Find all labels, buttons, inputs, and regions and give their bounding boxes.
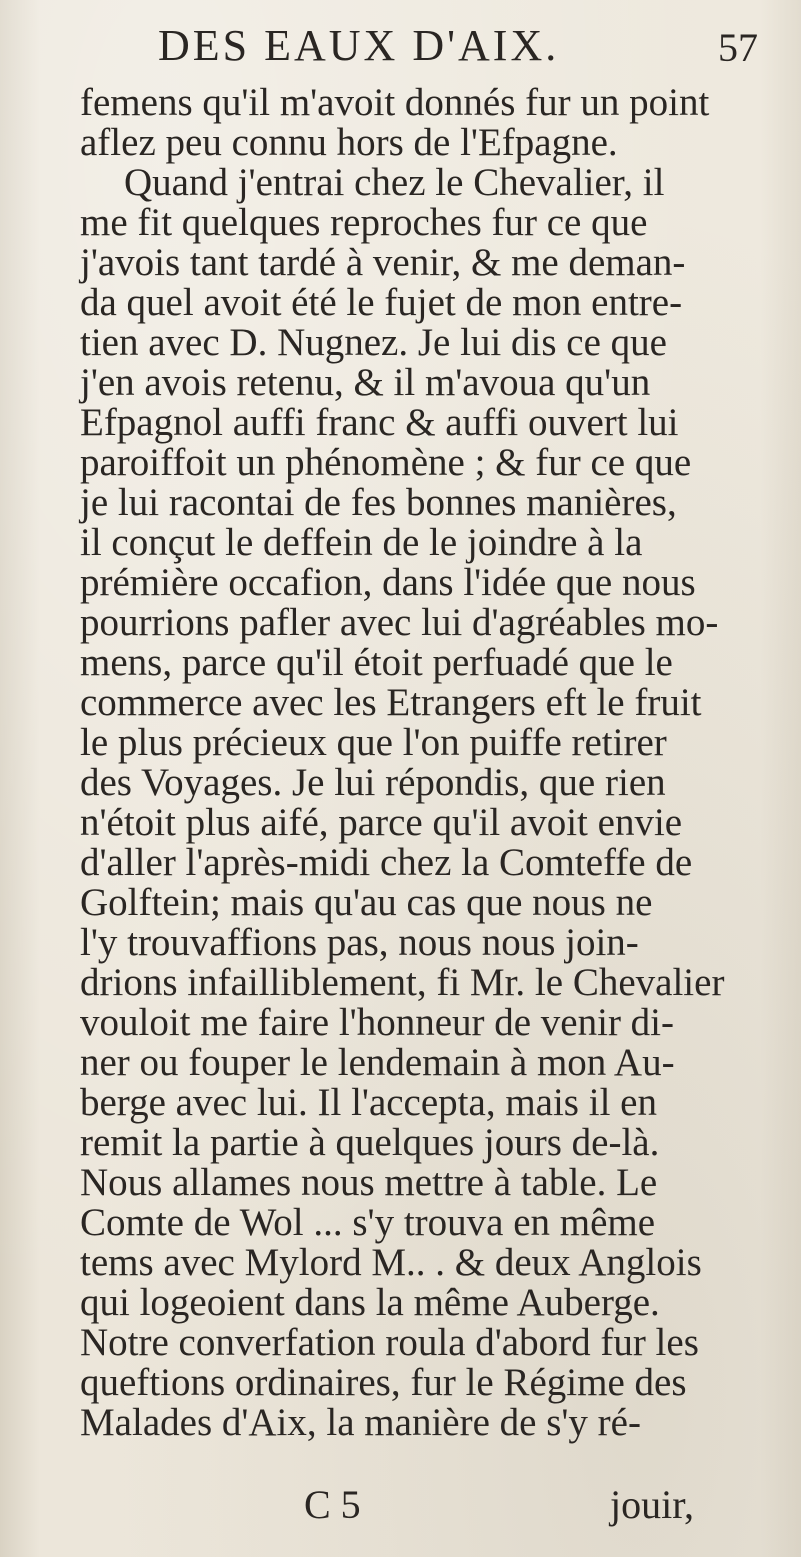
text-line: Nous allames nous mettre à table. Le xyxy=(80,1161,658,1204)
text-line: tien avec D. Nugnez. Je lui dis ce que xyxy=(80,321,667,364)
text-line: commerce avec les Etrangers eft le fruit xyxy=(80,681,702,724)
text-line: vouloit me faire l'honneur de venir di- xyxy=(80,1001,675,1044)
text-line: ner ou fouper le lendemain à mon Au- xyxy=(80,1041,675,1084)
text-line: Comte de Wol ... s'y trouva en même xyxy=(80,1201,656,1244)
text-line: Quand j'entrai chez le Chevalier, il xyxy=(124,161,665,204)
text-line: me fit quelques reproches fur ce que xyxy=(80,201,648,244)
text-line: j'en avois retenu, & il m'avoua qu'un xyxy=(80,361,651,404)
text-line: Notre converfation roula d'abord fur les xyxy=(80,1321,699,1364)
text-line: des Voyages. Je lui répondis, que rien xyxy=(80,761,666,804)
text-line: le plus précieux que l'on puiffe retirer xyxy=(80,721,667,764)
text-line: aflez peu connu hors de l'Efpagne. xyxy=(80,121,618,164)
text-line: prémière occafion, dans l'idée que nous xyxy=(80,561,696,604)
text-line: tems avec Mylord M.. . & deux Anglois xyxy=(80,1241,702,1284)
text-line: pourrions pafler avec lui d'agréables mo- xyxy=(80,601,719,644)
text-line: drions infailliblement, fi Mr. le Chevalier xyxy=(80,961,725,1004)
text-line: Efpagnol auffi franc & auffi ouvert lui xyxy=(80,401,679,444)
text-line: n'étoit plus aifé, parce qu'il avoit envie xyxy=(80,801,683,844)
text-line: queftions ordinaires, fur le Régime des xyxy=(80,1361,687,1404)
page-number: 57 xyxy=(718,25,758,70)
text-line: j'avois tant tardé à venir, & me deman- xyxy=(80,241,686,284)
text-line: berge avec lui. Il l'accepta, mais il en xyxy=(80,1081,657,1124)
text-line: je lui racontai de fes bonnes manières, xyxy=(80,481,677,524)
running-title: DES EAUX D'AIX. xyxy=(158,21,560,70)
text-line: femens qu'il m'avoit donnés fur un point xyxy=(80,81,710,124)
text-line: paroiffoit un phénomène ; & fur ce que xyxy=(80,441,692,484)
page-footer xyxy=(0,1478,801,1534)
text-line: remit la partie à quelques jours de-là. xyxy=(80,1121,660,1164)
text-line: l'y trouvaffions pas, nous nous join- xyxy=(80,921,639,964)
text-line: Golftein; mais qu'au cas que nous ne xyxy=(80,881,653,924)
signature-mark: C 5 xyxy=(304,1482,361,1527)
page-header xyxy=(0,18,801,78)
text-line: il conçut le deffein de le joindre à la xyxy=(80,521,643,564)
text-line: d'aller l'après-midi chez la Comteffe de xyxy=(80,841,693,884)
text-line: Malades d'Aix, la manière de s'y ré- xyxy=(80,1401,641,1444)
text-line: da quel avoit été le fujet de mon entre- xyxy=(80,281,683,324)
text-line: qui logeoient dans la même Auberge. xyxy=(80,1281,660,1324)
catchword: jouir, xyxy=(610,1482,694,1527)
text-line: mens, parce qu'il étoit perfuadé que le xyxy=(80,641,673,684)
